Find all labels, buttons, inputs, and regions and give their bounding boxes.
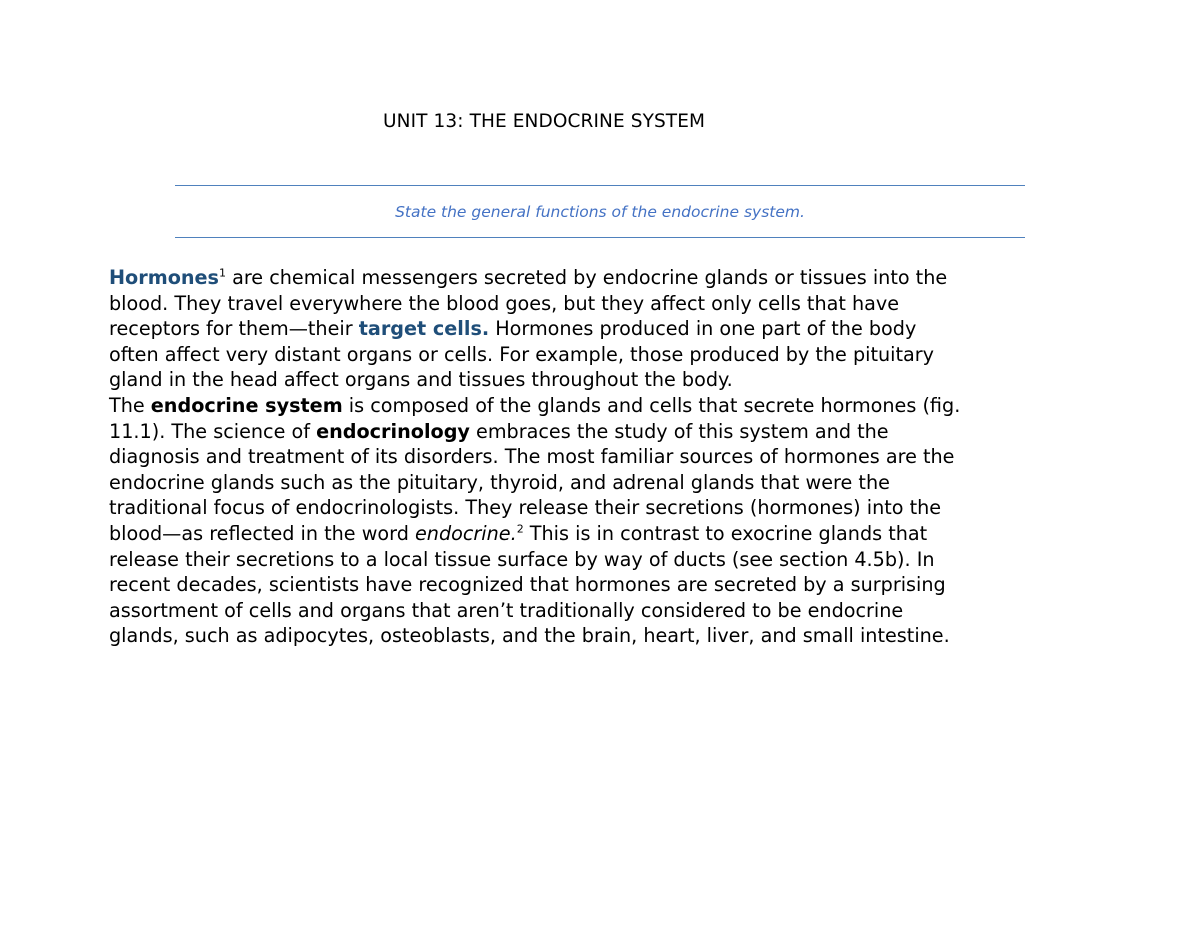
text-line: assortment of cells and organs that aren’t traditionally considered to be endocrine: [109, 598, 904, 622]
text-line: often affect very distant organs or cells. For example, those produced by the pituitary: [109, 342, 935, 366]
text-line: glands, such as adipocytes, osteoblasts, and the brain, heart, liver, and small intestine.: [109, 624, 950, 648]
text-segment: blood—as reflected in the word: [109, 521, 415, 545]
text-segment: receptors for them—their: [109, 317, 359, 341]
text-line: [109, 393, 1109, 419]
text-line: release their secretions to a local tissue surface by way of ducts (see section 4.5b). In: [109, 547, 935, 571]
text-line: [109, 316, 1109, 342]
footnote-marker: 2: [516, 522, 524, 536]
unit-title: UNIT 13: THE ENDOCRINE SYSTEM: [383, 111, 706, 132]
body-text: [109, 265, 1109, 649]
footnote-marker: 1: [218, 266, 226, 280]
text-segment: embraces the study of this system and the: [469, 419, 889, 443]
text-segment: 11.1). The science of: [109, 419, 317, 443]
text-line: gland in the head affect organs and tissues throughout the body.: [109, 368, 733, 392]
term-endocrinology: endocrinology: [316, 419, 470, 443]
text-line: [109, 521, 1109, 547]
learning-objective-box: [175, 185, 1025, 238]
term-target-cells: target cells.: [358, 317, 490, 341]
text-line: traditional focus of endocrinologists. They release their secretions (hormones) into the: [109, 496, 942, 520]
text-line: [109, 265, 1109, 291]
paragraph-hormones: [109, 265, 1109, 393]
paragraph-endocrine-system: [109, 393, 1109, 649]
text-segment: are chemical messengers secreted by endocrine glands or tissues into the: [225, 266, 948, 289]
text-segment: This is in contrast to exocrine glands that: [523, 521, 928, 545]
text-segment: is composed of the glands and cells that secrete hormones (fig.: [342, 393, 961, 417]
term-hormones: Hormones: [109, 266, 219, 289]
text-line: recent decades, scientists have recognized that hormones are secreted by a surprising: [109, 573, 946, 597]
learning-objective-text: State the general functions of the endocrine system.: [395, 202, 805, 221]
text-line: blood. They travel everywhere the blood goes, but they affect only cells that have: [109, 291, 900, 315]
text-line: endocrine glands such as the pituitary, thyroid, and adrenal glands that were the: [109, 470, 890, 494]
term-endocrine-system: endocrine system: [150, 393, 343, 417]
text-segment: The: [109, 393, 151, 417]
text-line: [109, 419, 1109, 445]
text-line: diagnosis and treatment of its disorders. The most familiar sources of hormones are the: [109, 445, 955, 469]
term-endocrine-italic: endocrine.: [414, 521, 517, 545]
text-segment: Hormones produced in one part of the body: [489, 317, 917, 341]
